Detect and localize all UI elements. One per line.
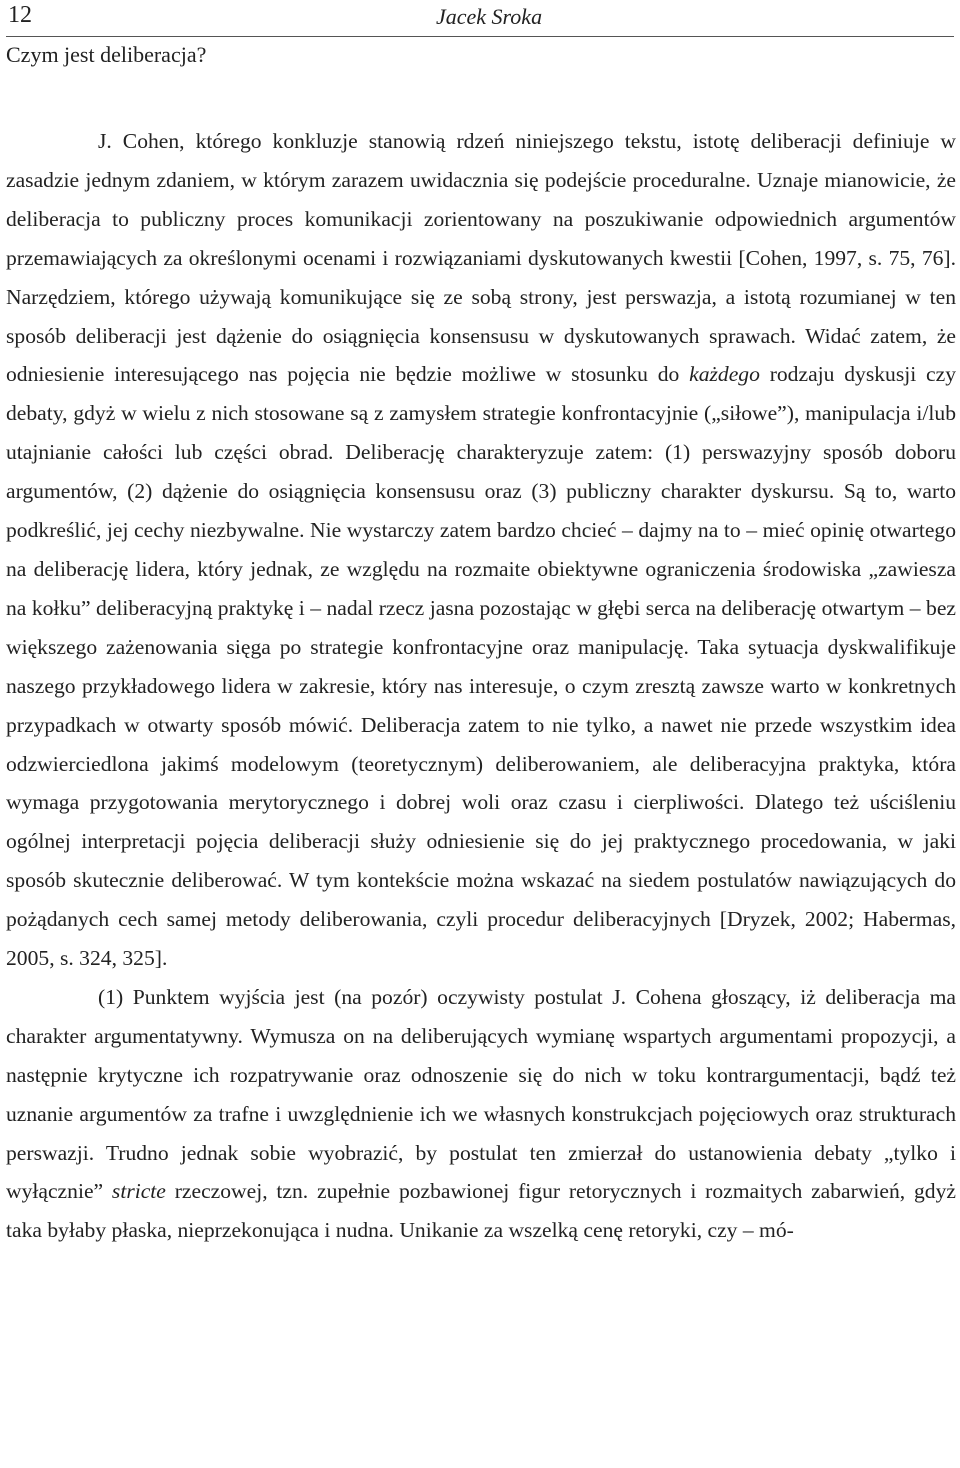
paragraph-2 (6, 978, 956, 1250)
paragraph-2-text-a: (1) Punktem wyjścia jest (na pozór) oczywisty postulat J. Cohena głoszący, iż deliberacja ma charakter argumentatywny. Wymusza on na deliberujących wymianę wspartych argumentami propozycji, a następnie krytyczne ich rozpatrywanie oraz odnoszenie się do nich w toku kontrargumentacji, bądź też uznanie argumentów za trafne i uwzględnienie ich we własnych konstrukcjach pojęciowych oraz strukturach perswazji. Trudno jednak sobie wyobrazić, by postulat ten zmierzał do ustanowienia debaty „tylko i wyłącznie” (6, 984, 956, 1204)
paragraph-1 (6, 122, 956, 978)
body-text (6, 122, 956, 1250)
paragraph-2-italic: stricte (111, 1179, 166, 1204)
paragraph-2-text-b: rzeczowej, tzn. zupełnie pozbawionej figur retorycznych i rozmaitych zabarwień, gdyż taka byłaby płaska, nieprzekonująca i nudna. Unikanie za wszelką cenę retoryki, czy – mó- (6, 1179, 956, 1243)
paragraph-1-text-b: rodzaju dyskusji czy debaty, gdyż w wielu z nich stosowane są z zamysłem strategie konfrontacyjnie („siłowe”), manipulacja i/lub utajnianie całości lub części obrad. Deliberację charakteryzuje zatem: (1) perswazyjny sposób doboru argumentów, (2) dążenie do osiągnięcia konsensusu oraz (3) publiczny charakter dyskursu. Są to, warto podkreślić, jej cechy niezbywalne. Nie wystarczy zatem bardzo chcieć – dajmy na to – mieć opinię otwartego na deliberację lidera, który jednak, ze względu na rozmaite obiektywne ograniczenia środowiska „zawiesza na kołku” deliberacyjną praktykę i – nadal rzecz jasna pozostając w głębi serca na deliberację otwartym – bez większego zażenowania sięga po strategie konfrontacyjne oraz manipulację. Taka sytuacja dyskwalifikuje naszego przykładowego lidera w zakresie, który nas interesuje, o czym zresztą zawsze warto w konkretnych przypadkach w otwarty sposób mówić. Deliberacja zatem to nie tylko, a nawet nie przede wszystkim idea odzwierciedlona jakimś modelowym (teoretycznym) deliberowaniem, ale deliberacyjna praktyka, która wymaga przygotowania merytorycznego i dobrej woli oraz czasu i cierpliwości. Dlatego też uściśleniu ogólnej interpretacji pojęcia deliberacji służy odniesienie się do jej praktycznego procedowania, w jaki sposób skutecznie deliberować. W tym kontekście można wskazać na siedem postulatów nawiązujących do pożądanych cech samej metody deliberowania, czyli procedur deliberacyjnych [Dryzek, 2002; Habermas, 2005, s. 324, 325]. (6, 362, 956, 971)
page-number: 12 (8, 2, 32, 28)
running-header (6, 0, 954, 37)
running-head-author: Jacek Sroka (436, 4, 543, 29)
section-title: Czym jest deliberacja? (6, 42, 207, 67)
paragraph-1-italic: każdego (689, 362, 760, 387)
paragraph-1-text-a: J. Cohen, którego konkluzje stanowią rdzeń niniejszego tekstu, istotę deliberacji definiuje w zasadzie jednym zdaniem, w którym zarazem uwidacznia się podejście proceduralne. Uznaje mianowicie, że deliberacja to publiczny proces komunikacji zorientowany na poszukiwanie odpowiednich argumentów przemawiających za określonymi ocenami i rozwiązaniami dyskutowanych kwestii [Cohen, 1997, s. 75, 76]. Narzędziem, którego używają komunikujące się ze sobą strony, jest perswazja, a istotą rozumianej w ten sposób deliberacji jest dążenie do osiągnięcia konsensusu w dyskutowanych sprawach. Widać zatem, że odniesienie interesującego nas pojęcia nie będzie możliwe w stosunku do (6, 129, 956, 387)
